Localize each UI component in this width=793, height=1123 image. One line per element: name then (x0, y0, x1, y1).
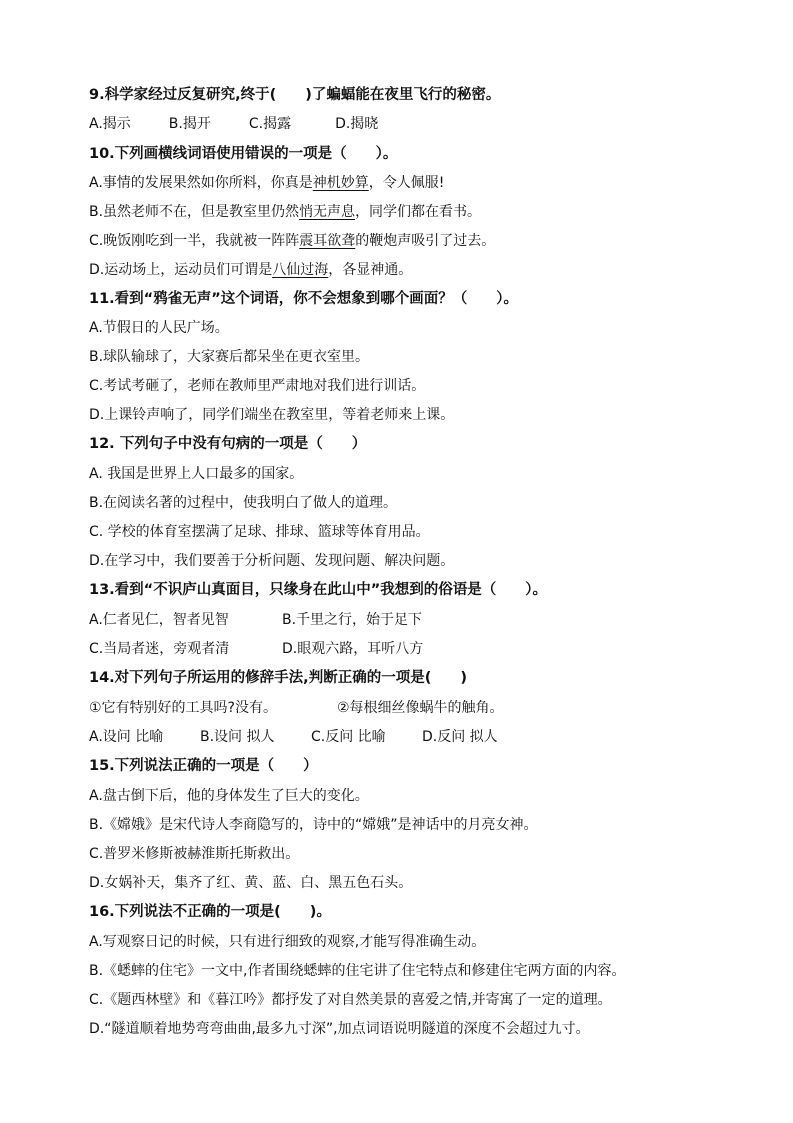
question-10-stem: 10.下列画横线词语使用错误的一项是（ ）。 (89, 146, 398, 162)
underlined-word: 八仙过海 (272, 262, 329, 278)
option-a: A.仁者见仁，智者见智 (89, 612, 229, 628)
option-text: C.晚饭刚吃到一半，我就被一阵阵 (89, 233, 300, 249)
question-14-options (89, 727, 498, 747)
question-11-option-c: C.考试考砸了，老师在教师里严肃地对我们进行训话。 (89, 378, 426, 394)
question-10-option-b (89, 202, 481, 222)
question-11-option-b: B.球队输球了，大家赛后都呆坐在更衣室里。 (89, 349, 370, 365)
question-10-option-d (89, 260, 412, 280)
question-15-option-d: D.女娲补天，集齐了红、黄、蓝、白、黑五色石头。 (89, 875, 413, 891)
option-d: D.揭晓 (335, 116, 379, 132)
question-12-option-d: D.在学习中，我们要善于分析问题、发现问题、解决问题。 (89, 553, 455, 569)
question-16-stem: 16.下列说法不正确的一项是( )。 (89, 904, 331, 920)
question-10-option-c (89, 231, 495, 251)
question-12-option-b: B.在阅读名著的过程中，使我明白了做人的道理。 (89, 495, 398, 511)
question-16-option-c: C.《题西林壁》和《暮江吟》都抒发了对自然美景的喜爱之情,并寄寓了一定的道理。 (89, 992, 612, 1008)
option-c: C.当局者迷，旁观者清 (89, 641, 230, 657)
question-12-option-c: C. 学校的体育室摆满了足球、排球、篮球等体育用品。 (89, 524, 430, 540)
option-b: B.设问 拟人 (200, 729, 275, 745)
question-15-option-a: A.盘古倒下后，他的身体发生了巨大的变化。 (89, 788, 369, 804)
question-12-option-a: A. 我国是世界上人口最多的国家。 (89, 466, 304, 482)
question-14-stem: 14.对下列句子所运用的修辞手法,判断正确的一项是( ) (89, 670, 467, 686)
question-9-options (89, 114, 378, 134)
option-d: D.眼观六路，耳听八方 (282, 641, 424, 657)
option-a: A.设问 比喻 (89, 729, 164, 745)
question-11-option-d: D.上课铃声响了，同学们端坐在教室里，等着老师来上课。 (89, 407, 455, 423)
option-c: C.反问 比喻 (311, 729, 386, 745)
question-16-option-d: D.“隧道顺着地势弯弯曲曲,最多九寸深”,加点词语说明隧道的深度不会超过九寸。 (89, 1021, 590, 1037)
question-11-stem: 11.看到“鸦雀无声”这个词语，你不会想象到哪个画面？（ ）。 (89, 291, 518, 307)
question-9-stem: 9.科学家经过反复研究,终于( )了蝙蝠能在夜里飞行的秘密。 (89, 87, 501, 103)
option-text: B.虽然老师不在，但是教室里仍然 (89, 204, 300, 220)
option-b: B.揭开 (168, 116, 211, 132)
question-15-stem: 15.下列说法正确的一项是（ ） (89, 758, 318, 774)
question-16-option-a: A.写观察日记的时候，只有进行细致的观察,才能写得准确生动。 (89, 934, 486, 950)
option-c: C.揭露 (248, 116, 292, 132)
question-15-option-b: B.《嫦娥》是宋代诗人李商隐写的，诗中的“嫦娥”是神话中的月亮女神。 (89, 817, 538, 833)
underlined-word: 悄无声息 (299, 204, 356, 220)
question-13-options-row-2 (89, 639, 423, 659)
option-text: 的鞭炮声吸引了过去。 (355, 233, 496, 249)
option-text: ，同学们都在看书。 (355, 204, 482, 220)
option-text: ，各显神通。 (328, 262, 413, 278)
question-13-stem: 13.看到“不识庐山真面目，只缘身在此山中”我想到的俗语是（ ）。 (89, 582, 547, 598)
option-text: D.运动场上，运动员们可谓是 (89, 262, 273, 278)
question-10-option-a (89, 173, 444, 193)
sentence-1: ①它有特别好的工具吗?没有。 (89, 700, 277, 716)
question-11-option-a: A.节假日的人民广场。 (89, 320, 229, 336)
underlined-word: 震耳欲聋 (299, 233, 356, 249)
question-15-option-c: C.普罗米修斯被赫淮斯托斯救出。 (89, 846, 300, 862)
question-16-option-b: B.《蟋蟀的住宅》一文中,作者围绕蟋蟀的住宅讲了住宅特点和修建住宅两方面的内容。 (89, 963, 626, 979)
question-13-options-row-1 (89, 610, 422, 630)
option-text: ，令人佩服! (368, 175, 445, 191)
option-d: D.反问 拟人 (422, 729, 498, 745)
option-text: A.事情的发展果然如你所料，你真是 (89, 175, 313, 191)
underlined-word: 神机妙算 (312, 175, 369, 191)
question-14-sentences (89, 698, 504, 718)
sentence-2: ②每根细丝像蜗牛的触角。 (337, 700, 504, 716)
option-b: B.千里之行，始于足下 (282, 612, 423, 628)
question-12-stem: 12. 下列句子中没有句病的一项是（ ） (89, 436, 367, 452)
option-a: A.揭示 (89, 116, 131, 132)
